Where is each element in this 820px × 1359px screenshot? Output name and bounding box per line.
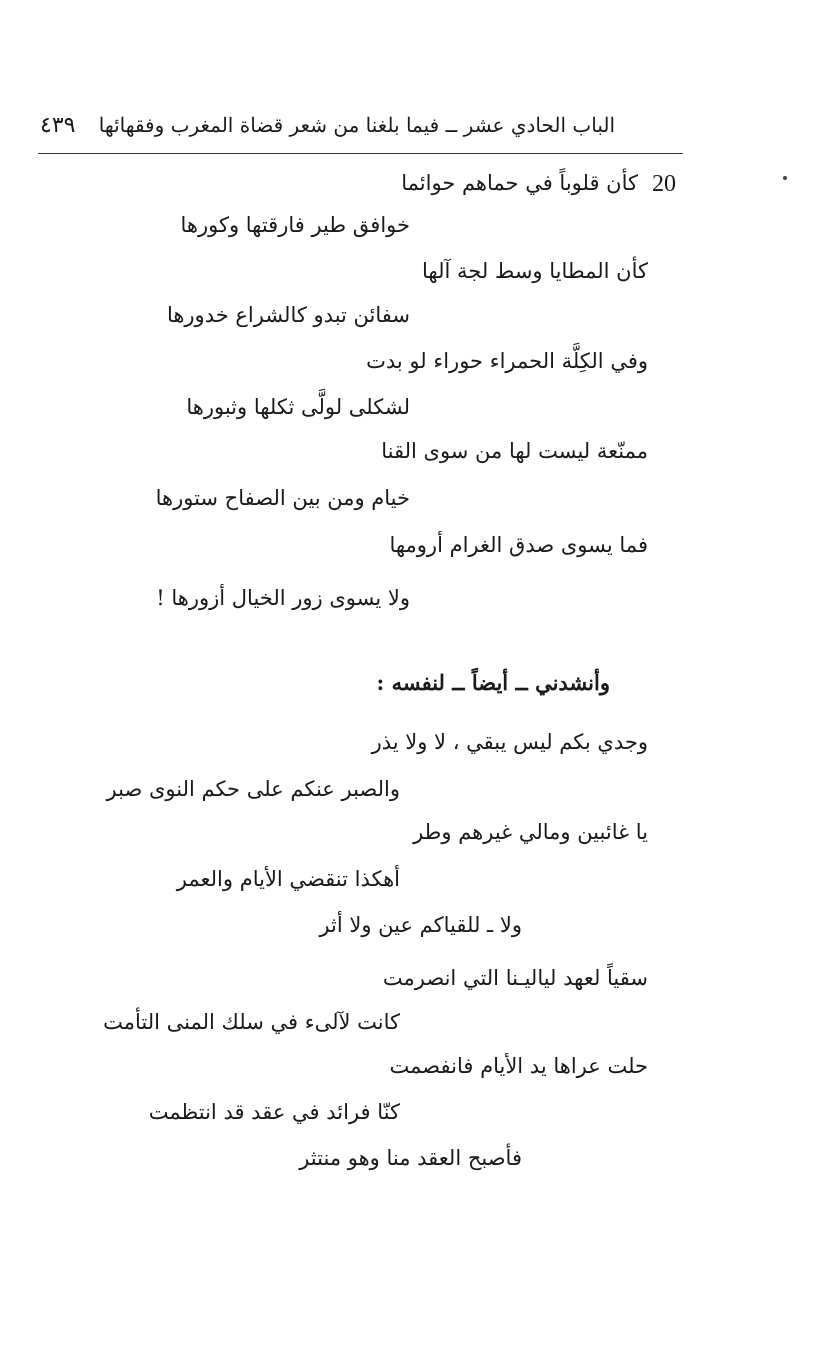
poem-line: وجدي بكم ليس يبقي ، لا ولا يذر (371, 730, 648, 754)
poem-line: ممنّعة ليست لها من سوى القنا (381, 439, 648, 463)
poem-line: لشكلى لولَّى ثكلها وثبورها (186, 395, 410, 419)
poem-line: كأن قلوباً في حماهم حوائما (401, 171, 638, 195)
poem-line: وفي الكِلَّة الحمراء حوراء لو بدت (366, 349, 648, 373)
header-rule (38, 153, 683, 154)
poem-line: كانت لآلىء في سلك المنى التأمت (103, 1010, 400, 1034)
poem-line: خوافق طير فارقتها وكورها (180, 213, 410, 237)
line-number: 20 (652, 171, 676, 197)
poem-line: يا غائبين ومالي غيرهم وطر (413, 820, 648, 844)
poem-line: كأن المطايا وسط لجة آلها (422, 259, 648, 283)
margin-mark (783, 176, 787, 180)
poem-line: ولا يسوى زور الخيال أزورها ! (156, 586, 410, 610)
running-header (40, 108, 615, 142)
poem-line: سفائن تبدو كالشراع خدورها (166, 303, 410, 327)
poem-line: فأصبح العقد منا وهو منتثر (299, 1146, 522, 1170)
poem-line: خيام ومن بين الصفاح ستورها (155, 486, 410, 510)
chapter-title: الباب الحادي عشر ــ فيما بلغنا من شعر قضاة المغرب وفقهائها (98, 113, 615, 137)
section-heading: وأنشدني ــ أيضاً ــ لنفسه : (376, 670, 610, 695)
poem-line: أهكذا تنقضي الأيام والعمر (176, 867, 400, 891)
poem-line: ولا ـ للقياكم عين ولا أثر (319, 913, 522, 937)
poem-line: سقياً لعهد لياليـنا التي انصرمت (382, 966, 648, 990)
poem-line: كنّا فرائد في عقد قد انتظمت (148, 1100, 400, 1124)
poem-line: فما يسوى صدق الغرام أرومها (389, 533, 648, 557)
poem-line: حلت عراها يد الأيام فانفصمت (389, 1054, 648, 1078)
poem-line: والصبر عنكم على حكم النوى صبر (106, 777, 400, 801)
page-number: ٤٣٩ (40, 112, 76, 138)
